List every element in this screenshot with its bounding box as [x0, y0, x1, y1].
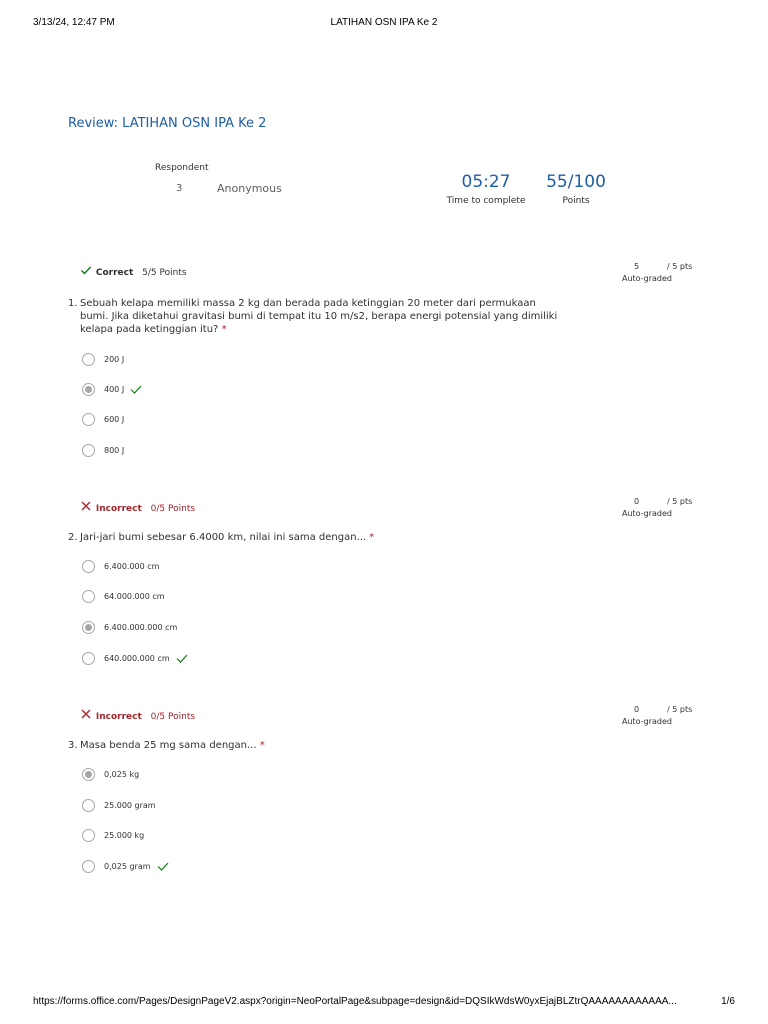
- correct-answer-check-icon: [176, 654, 188, 663]
- option-label: 64.000.000 cm: [104, 592, 165, 601]
- question-number: 1.: [68, 298, 78, 309]
- question-points: 0/5 Points: [150, 712, 196, 722]
- question-points: 5/5 Points: [142, 268, 187, 278]
- option-label: [104, 860, 169, 873]
- required-mark: *: [221, 324, 227, 335]
- option-label: [104, 652, 188, 665]
- option-label: [104, 383, 142, 396]
- radio-button[interactable]: [82, 353, 95, 366]
- radio-button[interactable]: [82, 444, 95, 457]
- radio-button[interactable]: [82, 590, 95, 603]
- required-mark: *: [369, 532, 375, 543]
- incorrect-x-icon: [80, 709, 92, 719]
- points-stat: [540, 172, 612, 206]
- question-text: [68, 739, 558, 752]
- status-label: Incorrect: [95, 712, 142, 722]
- points-value: 55/100: [546, 172, 606, 192]
- radio-button[interactable]: [82, 560, 95, 573]
- option-label: 25.000 gram: [104, 801, 156, 810]
- question-body: Sebuah kelapa memiliki massa 2 kg dan berada pada ketinggian 20 meter dari permukaan bumi. Jika diketahui gravitasi bumi di tempat itu 10 m/s2, berapa energi potensial yang dimiliki kelapa pada ketinggian itu?: [80, 298, 558, 335]
- score-total: / 5 pts: [667, 262, 693, 271]
- question-text: [68, 531, 558, 544]
- radio-button[interactable]: [82, 829, 95, 842]
- time-to-complete-stat: [440, 172, 532, 206]
- score-value: 0: [634, 705, 640, 714]
- radio-button[interactable]: [82, 413, 95, 426]
- question-status: [80, 266, 187, 278]
- option-label-text: 0,025 gram: [104, 862, 151, 871]
- option-label: 200 J: [104, 355, 125, 364]
- required-mark: *: [259, 740, 265, 751]
- score-value: 5: [634, 262, 640, 271]
- score-total: / 5 pts: [667, 705, 693, 714]
- radio-button-selected[interactable]: [82, 768, 95, 781]
- status-label: Incorrect: [95, 504, 142, 514]
- question-body: Jari-jari bumi sebesar 6.4000 km, nilai ini sama dengan...: [80, 532, 367, 543]
- radio-button[interactable]: [82, 652, 95, 665]
- score-total: / 5 pts: [667, 497, 693, 506]
- print-page-number: 1/6: [721, 996, 735, 1007]
- respondent-number: 3: [176, 183, 183, 194]
- print-datetime: 3/13/24, 12:47 PM: [33, 17, 115, 28]
- question-body: Masa benda 25 mg sama dengan...: [80, 740, 257, 751]
- question-points: 0/5 Points: [150, 504, 196, 514]
- question-number: 2.: [68, 532, 78, 543]
- respondent-label: Respondent: [155, 163, 209, 173]
- radio-button[interactable]: [82, 799, 95, 812]
- option-label: 0,025 kg: [104, 770, 140, 779]
- question-status: [80, 709, 195, 722]
- option-label: 25.000 kg: [104, 831, 145, 840]
- points-label: Points: [562, 196, 590, 206]
- print-url: https://forms.office.com/Pages/DesignPageV2.aspx?origin=NeoPortalPage&subpage=design&id=DQSIkWdsW0yxEjajBLZtrQAAAAAAAAAAAA...: [33, 996, 677, 1007]
- correct-answer-check-icon: [157, 862, 169, 871]
- radio-button[interactable]: [82, 860, 95, 873]
- correct-answer-check-icon: [130, 385, 142, 394]
- correct-check-icon: [80, 266, 92, 275]
- review-title: Review: LATIHAN OSN IPA Ke 2: [68, 116, 267, 131]
- grading-label: Auto-graded: [622, 274, 672, 283]
- print-footer: [0, 996, 768, 1010]
- print-header: [0, 17, 768, 31]
- incorrect-x-icon: [80, 501, 92, 511]
- question-number: 3.: [68, 740, 78, 751]
- question-status: [80, 501, 195, 514]
- time-label: Time to complete: [446, 196, 526, 206]
- option-label: 800 J: [104, 446, 125, 455]
- radio-button-selected[interactable]: [82, 621, 95, 634]
- option-label: 6.400.000 cm: [104, 562, 160, 571]
- respondent-name: Anonymous: [217, 182, 282, 195]
- grading-label: Auto-graded: [622, 509, 672, 518]
- option-label-text: 400 J: [104, 385, 125, 394]
- time-value: 05:27: [461, 172, 511, 192]
- radio-button-selected[interactable]: [82, 383, 95, 396]
- option-label-text: 640.000.000 cm: [104, 654, 170, 663]
- status-label: Correct: [95, 268, 134, 278]
- question-text: [68, 297, 558, 336]
- option-label: 6.400.000.000 cm: [104, 623, 178, 632]
- print-doc-title: LATIHAN OSN IPA Ke 2: [330, 17, 438, 28]
- score-value: 0: [634, 497, 640, 506]
- option-label: 600 J: [104, 415, 125, 424]
- grading-label: Auto-graded: [622, 717, 672, 726]
